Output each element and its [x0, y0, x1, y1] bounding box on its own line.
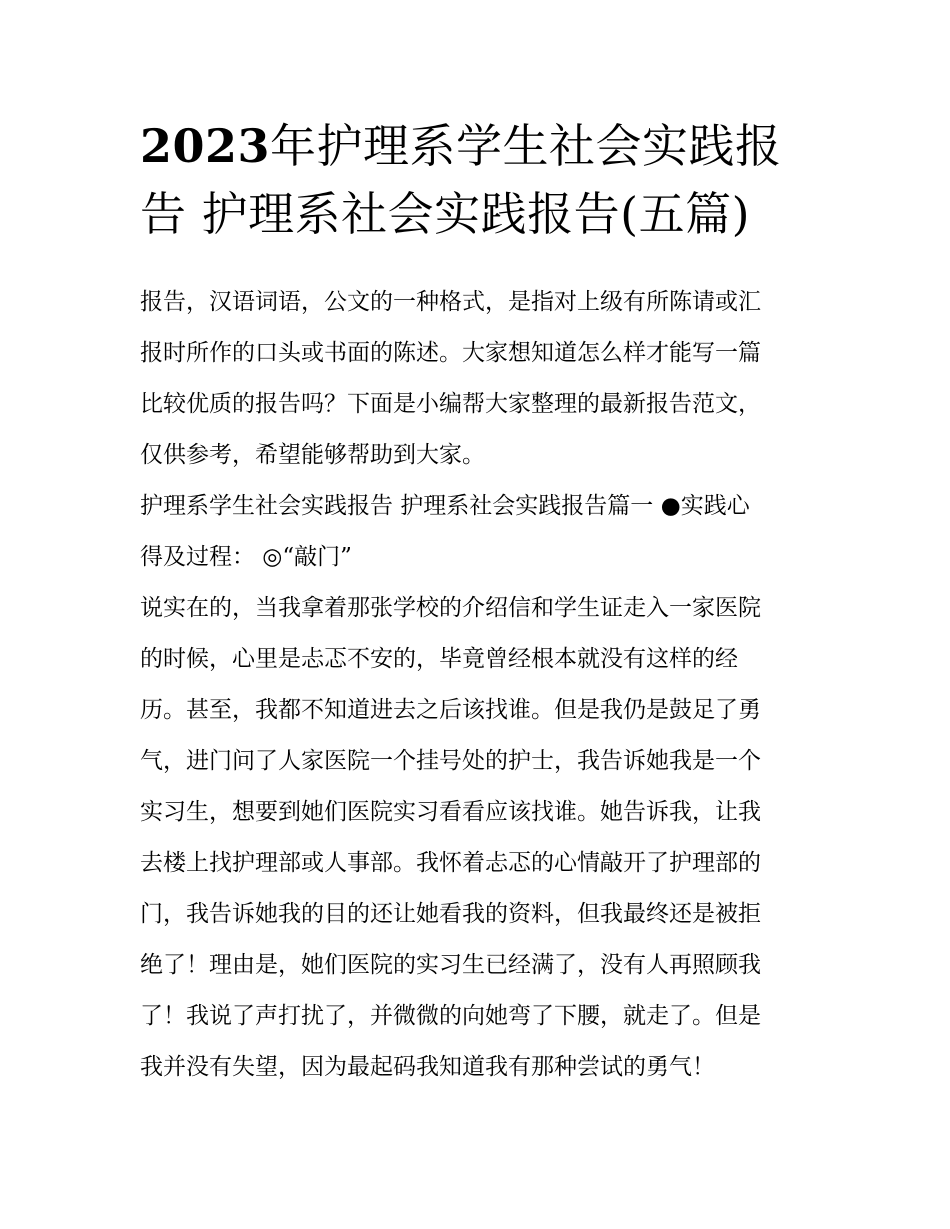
- title-line-1: [140, 112, 820, 180]
- section-heading-line: 护理系学生社会实践报告 护理系社会实践报告篇一 ●实践心: [140, 493, 750, 519]
- body-paragraph: [140, 583, 820, 1093]
- intro-line: 仅供参考，希望能够帮助到大家。: [140, 442, 485, 468]
- section-heading-line: 得及过程： ◎“敲门”: [140, 544, 352, 570]
- paragraph-line: 门，我告诉她我的目的还让她看我的资料，但我最终还是被拒: [140, 901, 761, 927]
- intro-line: 报时所作的口头或书面的陈述。大家想知道怎么样才能写一篇: [140, 340, 761, 366]
- paragraph-line: 我并没有失望，因为最起码我知道我有那种尝试的勇气！: [140, 1054, 715, 1080]
- paragraph-line: 了！我说了声打扰了，并微微的向她弯了下腰，就走了。但是: [140, 1003, 761, 1029]
- section-heading: [140, 481, 820, 583]
- paragraph-line: 绝了！理由是，她们医院的实习生已经满了，没有人再照顾我: [140, 952, 761, 978]
- paragraph-line: 气，进门问了人家医院一个挂号处的护士，我告诉她我是一个: [140, 748, 761, 774]
- intro-paragraph: [140, 277, 820, 481]
- paragraph-line: 实习生，想要到她们医院实习看看应该找谁。她告诉我，让我: [140, 799, 761, 825]
- paragraph-line: 说实在的，当我拿着那张学校的介绍信和学生证走入一家医院: [140, 595, 761, 621]
- title-line-1-text: 年护理系学生社会实践报: [270, 119, 782, 173]
- title-line-2: 告 护理系社会实践报告(五篇): [140, 187, 751, 241]
- paragraph-line: 历。甚至，我都不知道进去之后该找谁。但是我仍是鼓足了勇: [140, 697, 761, 723]
- title-year: 2023: [140, 119, 271, 173]
- paragraph-line: 的时候，心里是忐忑不安的，毕竟曾经根本就没有这样的经: [140, 646, 738, 672]
- intro-line: 比较优质的报告吗？下面是小编帮大家整理的最新报告范文，: [140, 391, 761, 417]
- document-title: [140, 112, 820, 248]
- paragraph-line: 去楼上找护理部或人事部。我怀着忐忑的心情敲开了护理部的: [140, 850, 761, 876]
- intro-line: 报告，汉语词语，公文的一种格式，是指对上级有所陈请或汇: [140, 289, 761, 315]
- document-body: [140, 277, 820, 1093]
